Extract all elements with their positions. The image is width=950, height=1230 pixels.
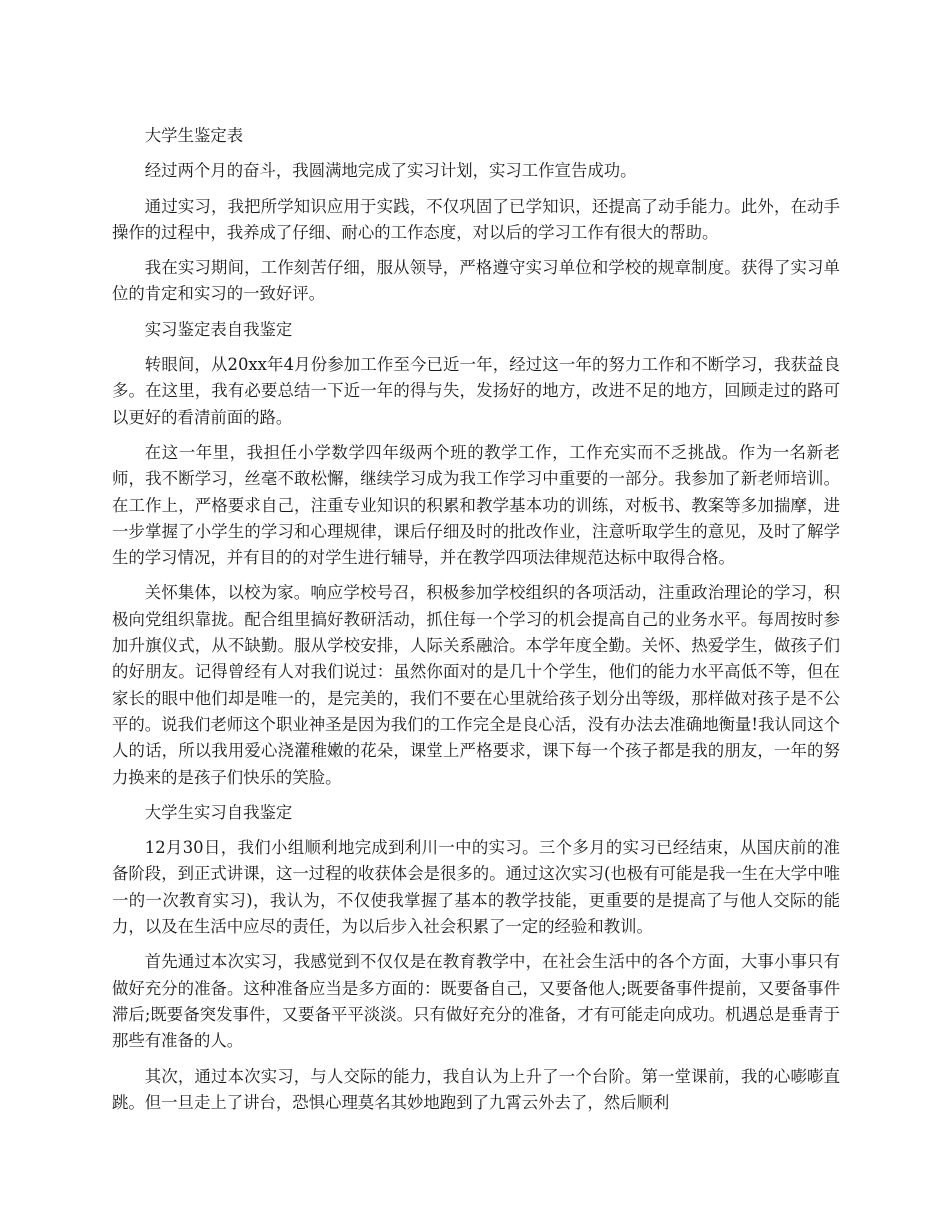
paragraph: 我在实习期间，工作刻苦仔细，服从领导，严格遵守实习单位和学校的规章制度。获得了实习单位的肯定和实习的一致好评。 [112,258,840,304]
paragraph: 关怀集体，以校为家。响应学校号召，积极参加学校组织的各项活动，注重政治理论的学习，积极向党组织靠拢。配合组里搞好教研活动，抓住每一个学习的机会提高自己的业务水平。每周按时参加升旗仪式，从不缺勤。服从学校安排，人际关系融洽。本学年度全勤。关怀、热爱学生，做孩子们的好朋友。记得曾经有人对我们说过：虽然你面对的是几十个学生，他们的能力水平高低不等，但在家长的眼中他们却是唯一的，是完美的，我们不要在心里就给孩子划分出等级，那样做对孩子是不公平的。说我们老师这个职业神圣是因为我们的工作完全是良心活，没有办法去准确地衡量!我认同这个人的话，所以我用爱心浇灌稚嫩的花朵，课堂上严格要求，课下每一个孩子都是我的朋友，一年的努力换来的是孩子们快乐的笑脸。 [112,583,840,787]
paragraph: 经过两个月的奋斗，我圆满地完成了实习计划，实习工作宣告成功。 [144,161,637,181]
paragraph: 12月30日，我们小组顺利地完成到利川一中的实习。三个多月的实习已经结束，从国庆前的准备阶段，到正式讲课，这一过程的收获体会是很多的。通过这次实习(也极有可能是我一生在大学中唯一的一次教育实习)，我认为，不仅使我掌握了基本的教学技能，更重要的是提高了与他人交际的能力，以及在生活中应尽的责任，为以后步入社会积累了一定的经验和教训。 [112,838,840,937]
paragraph: 首先通过本次实习，我感觉到不仅仅是在教育教学中，在社会生活中的各个方面，大事小事只有做好充分的准备。这种准备应当是多方面的：既要备自己，又要备他人;既要备事件提前，又要备事件滞后;既要备突发事件，又要备平平淡淡。只有做好充分的准备，才有可能走向成功。机遇总是垂青于那些有准备的人。 [112,952,840,1051]
heading-internship-self-appraisal: 实习鉴定表自我鉴定 [144,319,293,339]
document-page [112,123,840,1125]
heading-appraisal-form: 大学生鉴定表 [144,126,244,145]
paragraph: 在这一年里，我担任小学数学四年级两个班的教学工作，工作充实而不乏挑战。作为一名新老师，我不断学习，丝毫不敢松懈，继续学习成为我工作学习中重要的一部分。我参加了新老师培训。在工作上，严格要求自己，注重专业知识的积累和教学基本功的训练，对板书、教案等多加揣摩，进一步掌握了小学生的学习和心理规律，课后仔细及时的批改作业，注意听取学生的意见，及时了解学生的学习情况，并有目的的对学生进行辅导，并在教学四项法律规范达标中取得合格。 [112,442,840,568]
paragraph: 其次，通过本次实习，与人交际的能力，我自认为上升了一个台阶。第一堂课前，我的心嘭嘭直跳。但一旦走上了讲台，恐惧心理莫名其妙地跑到了九霄云外去了，然后顺利 [112,1066,840,1112]
paragraph: 转眼间，从20xx年4月份参加工作至今已近一年，经过这一年的努力工作和不断学习，我获益良多。在这里，我有必要总结一下近一年的得与失，发扬好的地方，改进不足的地方，回顾走过的路可以更好的看清前面的路。 [112,355,840,427]
heading-student-internship-self-appraisal: 大学生实习自我鉴定 [144,802,293,822]
paragraph: 通过实习，我把所学知识应用于实践，不仅巩固了已学知识，还提高了动手能力。此外，在动手操作的过程中，我养成了仔细、耐心的工作态度，对以后的学习工作有很大的帮助。 [112,196,840,242]
